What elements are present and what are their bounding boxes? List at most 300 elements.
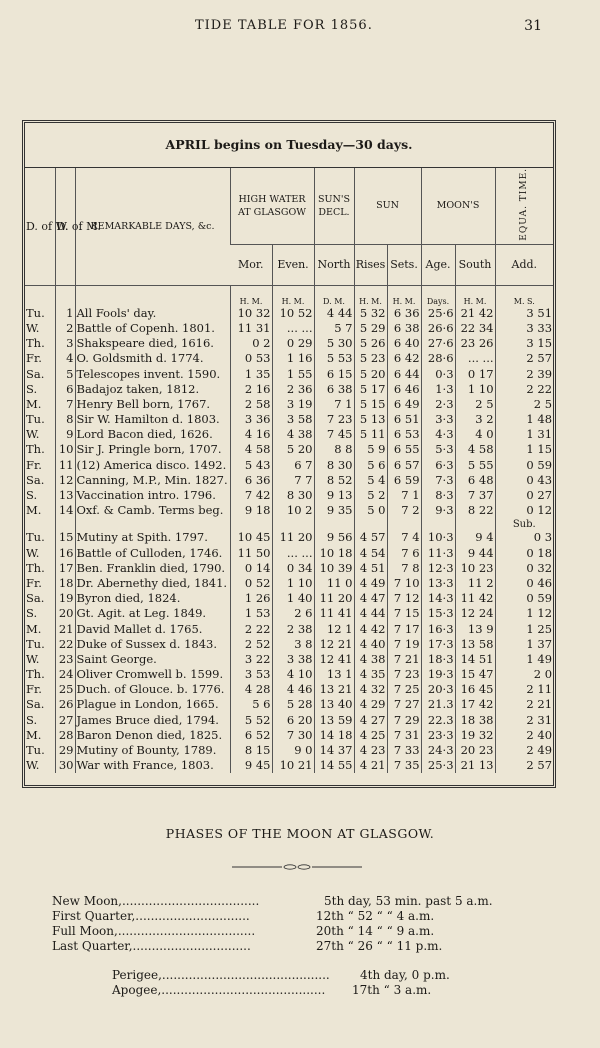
hw-even-cell: 5 20 [272,442,314,457]
dom-cell: 27 [55,713,75,728]
phase-new-moon [52,894,493,908]
high-water-header: HIGH WATER AT GLASGOW [230,168,314,244]
moon-age-cell: 2·3 [421,397,455,412]
table-row [25,473,553,488]
hw-mor-cell: 11 31 [230,321,272,336]
equa-cell: 0 59 [495,458,553,473]
moon-south-cell: 12 24 [455,606,495,621]
event-cell: Battle of Copenh. 1801. [75,321,230,336]
table-row [25,427,553,442]
moon-south-cell: 11 42 [455,591,495,606]
sun-rise-cell: 5 23 [354,351,387,366]
sun-rise-cell: 4 47 [354,591,387,606]
moon-age-cell: 28·6 [421,351,455,366]
dow-cell: Sa. [26,472,45,487]
sun-rise-cell: 5 6 [354,458,387,473]
perigee-line [112,968,450,982]
dow-cell: M. [26,503,42,518]
hw-even-cell: 0 34 [272,561,314,576]
sun-set-cell: 7 12 [387,591,421,606]
moons-header: MOON'S [421,168,495,244]
table-row [25,530,553,545]
event-cell: Shakspeare died, 1616. [75,336,230,351]
hw-even-cell: 7 7 [272,473,314,488]
sun-set-cell: 7 15 [387,606,421,621]
moon-age-cell: 25·3 [421,758,455,773]
dom-cell: 25 [55,682,75,697]
event-cell: Mutiny of Bounty, 1789. [75,743,230,758]
hw-mor-cell: 2 16 [230,382,272,397]
event-cell: Saint George. [75,652,230,667]
table-row [25,351,553,366]
table-row [25,728,553,743]
dom-cell: 14 [55,503,75,518]
sun-rise-cell: 4 38 [354,652,387,667]
sun-set-cell: 7 31 [387,728,421,743]
table-row [25,546,553,561]
sun-rise-cell: 5 2 [354,488,387,503]
moon-age-cell: 21.3 [421,697,455,712]
sun-set-cell: 7 17 [387,621,421,636]
sun-set-cell: 7 29 [387,713,421,728]
moon-age-cell: 13·3 [421,576,455,591]
moon-age-cell: 20·3 [421,682,455,697]
dom-cell: 13 [55,488,75,503]
page-number: 31 [524,18,542,34]
mor-header: Mor. [230,244,272,285]
sun-set-cell: 7 27 [387,697,421,712]
phase-label: Last Quarter,............................... [52,939,251,953]
event-cell: Baron Denon died, 1825. [75,728,230,743]
dom-cell: 1 [55,306,75,321]
phase-last-quarter [52,939,443,953]
sun-set-cell: 7 23 [387,667,421,682]
dom-cell: 10 [55,442,75,457]
sun-rise-cell: 5 29 [354,321,387,336]
table-row [25,713,553,728]
moon-south-cell: 22 34 [455,321,495,336]
event-cell: Telescopes invent. 1590. [75,366,230,381]
table-row [25,591,553,606]
decl-cell: 14 37 [314,743,354,758]
moon-south-cell: 17 42 [455,697,495,712]
moon-south-cell: 1 10 [455,382,495,397]
dow-cell: W. [26,320,40,335]
dom-cell: 20 [55,606,75,621]
age-header: Age. [421,244,455,285]
add-header: Add. [495,244,553,285]
event-cell: Sir W. Hamilton d. 1803. [75,412,230,427]
equa-cell: 1 12 [495,606,553,621]
hw-even-cell: 4 46 [272,682,314,697]
event-cell: James Bruce died, 1794. [75,713,230,728]
sun-rise-cell: 5 26 [354,336,387,351]
sun-set-cell: 6 38 [387,321,421,336]
decl-cell: 13 59 [314,713,354,728]
decl-cell: 5 30 [314,336,354,351]
dow-cell: S. [26,488,38,503]
moon-age-cell: 19·3 [421,667,455,682]
dow-cell: M. [26,396,42,411]
hw-even-cell: 1 40 [272,591,314,606]
table-row [25,503,553,518]
decl-cell: 13 21 [314,682,354,697]
rises-header: Rises [354,244,387,285]
sun-rise-cell: 4 32 [354,682,387,697]
dom-cell: 22 [55,637,75,652]
hw-mor-cell: 10 45 [230,530,272,545]
dom-cell: 28 [55,728,75,743]
event-cell: O. Goldsmith d. 1774. [75,351,230,366]
dom-cell: 4 [55,351,75,366]
apogee-detail: 17th “ 3 a.m. [352,983,432,997]
dow-cell: Th. [26,560,45,575]
moon-south-cell: 21 13 [455,758,495,773]
dow-cell: M. [26,621,42,636]
equa-cell: 2 40 [495,728,553,743]
hw-mor-cell: 3 53 [230,667,272,682]
hw-mor-cell: 0 14 [230,561,272,576]
sun-set-cell: 7 10 [387,576,421,591]
sun-rise-cell: 5 0 [354,503,387,518]
suns-decl-header: SUN'S DECL. [314,168,354,244]
hw-even-cell: 2 36 [272,382,314,397]
dow-cell: W. [26,651,40,666]
sun-rise-cell: 4 54 [354,546,387,561]
hw-mor-cell: 0 53 [230,351,272,366]
equa-cell: 1 15 [495,442,553,457]
table-row [25,321,553,336]
sun-set-cell: 6 53 [387,427,421,442]
table-row [25,306,553,321]
dow-cell: M. [26,727,42,742]
unit-days: Days. [421,285,455,306]
sun-set-cell: 6 55 [387,442,421,457]
hw-even-cell: 3 58 [272,412,314,427]
sun-set-cell: 6 51 [387,412,421,427]
dow-cell: Tu. [26,636,45,651]
dom-cell: 7 [55,397,75,412]
ornament-rule-icon [232,864,362,870]
dow-cell: Fr. [26,575,42,590]
moon-age-cell: 8·3 [421,488,455,503]
dom-cell: 23 [55,652,75,667]
event-cell: Sir J. Pringle born, 1707. [75,442,230,457]
decl-cell: 5 7 [314,321,354,336]
moon-south-cell: 10 23 [455,561,495,576]
decl-cell: 8 30 [314,458,354,473]
sun-set-cell: 7 19 [387,637,421,652]
hw-even-cell: 0 29 [272,336,314,351]
tide-table [22,120,556,788]
sun-set-cell: 6 49 [387,397,421,412]
table-row [25,606,553,621]
moon-south-cell: ... ... [455,351,495,366]
dom-cell: 11 [55,458,75,473]
perigee-label: Perigee,............................................ [112,968,330,982]
dow-cell: Tu. [26,305,45,320]
table-row [25,667,553,682]
moon-south-cell: 21 42 [455,306,495,321]
equa-cell: 0 32 [495,561,553,576]
sets-header: Sets. [387,244,421,285]
hw-even-cell: ... ... [272,546,314,561]
moon-south-cell: 11 2 [455,576,495,591]
hw-mor-cell: 6 36 [230,473,272,488]
sun-header: SUN [354,168,421,244]
sun-set-cell: 7 8 [387,561,421,576]
hw-mor-cell: 6 52 [230,728,272,743]
phase-first-quarter [52,909,435,923]
sun-rise-cell: 4 49 [354,576,387,591]
equa-cell: 0 46 [495,576,553,591]
dom-cell: 15 [55,530,75,545]
dow-cell: W. [26,427,40,442]
table-row [25,366,553,381]
unit-ms: M. S. [495,285,553,306]
hw-even-cell: 4 10 [272,667,314,682]
event-cell: Ben. Franklin died, 1790. [75,561,230,576]
sun-set-cell: 6 42 [387,351,421,366]
dow-cell: Tu. [26,412,45,427]
moon-age-cell: 23·3 [421,728,455,743]
dom-cell: 6 [55,382,75,397]
equa-cell: 2 11 [495,682,553,697]
dom-cell: 17 [55,561,75,576]
equa-cell: 1 48 [495,412,553,427]
event-cell: Oxf. & Camb. Terms beg. [75,503,230,518]
sun-set-cell: 7 35 [387,758,421,773]
dom-cell: 5 [55,366,75,381]
hw-even-cell: 1 55 [272,366,314,381]
hw-mor-cell: 5 43 [230,458,272,473]
moon-age-cell: 17·3 [421,637,455,652]
table-row [25,652,553,667]
moon-south-cell: 8 22 [455,503,495,518]
dom-cell: 30 [55,758,75,773]
dom-cell: 18 [55,576,75,591]
dow-cell: W. [26,758,40,773]
dow-cell: W. [26,545,40,560]
moon-age-cell: 22.3 [421,713,455,728]
col-dom-header: D. of M. [55,168,75,285]
equa-time-label: EQUA. TIME. [519,168,530,241]
sun-rise-cell: 4 44 [354,606,387,621]
equa-cell: 2 39 [495,366,553,381]
moon-age-cell: 14·3 [421,591,455,606]
equa-cell: 3 33 [495,321,553,336]
sun-rise-cell: 4 25 [354,728,387,743]
hw-even-cell: 8 30 [272,488,314,503]
table-row [25,458,553,473]
equa-cell: 1 31 [495,427,553,442]
hw-even-cell: 3 8 [272,637,314,652]
moon-age-cell: 27·6 [421,336,455,351]
dow-cell: Th. [26,667,45,682]
moon-south-cell: 9 4 [455,530,495,545]
sun-rise-cell: 5 13 [354,412,387,427]
equa-cell: 0 27 [495,488,553,503]
apogee-label: Apogee,........................................... [112,983,326,997]
moon-age-cell: 7·3 [421,473,455,488]
decl-cell: 11 41 [314,606,354,621]
decl-cell: 12 41 [314,652,354,667]
hw-mor-cell: 4 16 [230,427,272,442]
moon-age-cell: 25·6 [421,306,455,321]
dow-cell: S. [26,381,38,396]
sun-set-cell: 7 21 [387,652,421,667]
moon-age-cell: 3·3 [421,412,455,427]
moon-south-cell: 2 5 [455,397,495,412]
equa-cell: 1 37 [495,637,553,652]
decl-cell: 9 35 [314,503,354,518]
moon-age-cell: 16·3 [421,621,455,636]
moon-south-cell: 5 55 [455,458,495,473]
equa-cell: 0 3 [495,530,553,545]
hw-mor-cell: 3 22 [230,652,272,667]
moon-age-cell: 0·3 [421,366,455,381]
hw-even-cell: 10 52 [272,306,314,321]
apogee-line [112,983,432,997]
phase-detail: 20th “ 14 “ “ 9 a.m. [316,924,435,938]
table-row [25,621,553,636]
hw-mor-cell: 8 15 [230,743,272,758]
moon-age-cell: 1·3 [421,382,455,397]
phase-detail: 27th “ 26 “ “ 11 p.m. [316,939,443,953]
hw-mor-cell: 11 50 [230,546,272,561]
moon-age-cell: 15·3 [421,606,455,621]
decl-cell: 8 52 [314,473,354,488]
gap-row [25,518,553,530]
decl-cell: 13 1 [314,667,354,682]
event-cell: Byron died, 1824. [75,591,230,606]
hw-mor-cell: 10 32 [230,306,272,321]
table-row [25,682,553,697]
sun-set-cell: 7 4 [387,530,421,545]
hw-mor-cell: 2 52 [230,637,272,652]
moon-south-cell: 0 17 [455,366,495,381]
hw-mor-cell: 9 18 [230,503,272,518]
north-header: North [314,244,354,285]
dow-cell: Tu. [26,743,45,758]
event-cell: Battle of Culloden, 1746. [75,546,230,561]
equa-cell: 3 15 [495,336,553,351]
moon-south-cell: 6 48 [455,473,495,488]
decl-cell: 10 18 [314,546,354,561]
phase-label: Full Moon,.................................... [52,924,256,938]
sun-rise-cell: 4 21 [354,758,387,773]
hw-even-cell: 3 38 [272,652,314,667]
col-events-header: REMARKABLE DAYS, &c. [75,168,230,285]
decl-cell: 14 55 [314,758,354,773]
dom-cell: 3 [55,336,75,351]
phase-label: New Moon,.................................... [52,894,260,908]
event-cell: War with France, 1803. [75,758,230,773]
hw-mor-cell: 1 53 [230,606,272,621]
almanac-table [25,168,553,773]
sun-rise-cell: 5 4 [354,473,387,488]
dow-cell: Sa. [26,697,45,712]
event-cell: Dr. Abernethy died, 1841. [75,576,230,591]
table-row [25,743,553,758]
perigee-detail: 4th day, 0 p.m. [360,968,450,982]
event-cell: Badajoz taken, 1812. [75,382,230,397]
hw-even-cell: 1 10 [272,576,314,591]
moon-south-cell: 4 0 [455,427,495,442]
dow-cell: Th. [26,442,45,457]
decl-cell: 12 1 [314,621,354,636]
event-cell: Henry Bell born, 1767. [75,397,230,412]
unit-hm: H. M. [272,285,314,306]
sun-rise-cell: 5 32 [354,306,387,321]
table-title: APRIL begins on Tuesday—30 days. [25,123,553,168]
moon-south-cell: 15 47 [455,667,495,682]
decl-cell: 7 45 [314,427,354,442]
sun-set-cell: 7 1 [387,488,421,503]
hw-even-cell: 3 19 [272,397,314,412]
moon-south-cell: 4 58 [455,442,495,457]
equa-cell: 1 25 [495,621,553,636]
equa-cell: 0 59 [495,591,553,606]
hw-mor-cell: 5 52 [230,713,272,728]
sun-rise-cell: 5 11 [354,427,387,442]
moon-age-cell: 9·3 [421,503,455,518]
moon-south-cell: 18 38 [455,713,495,728]
equa-cell: 0 12 [495,503,553,518]
col-dow-header: D. of W. [25,168,55,285]
hw-even-cell: 11 20 [272,530,314,545]
sun-set-cell: 6 46 [387,382,421,397]
decl-cell: 11 0 [314,576,354,591]
sun-set-cell: 6 44 [387,366,421,381]
event-cell: Duch. of Glouce. b. 1776. [75,682,230,697]
hw-mor-cell: 4 28 [230,682,272,697]
decl-cell: 7 1 [314,397,354,412]
table-row [25,576,553,591]
unit-hm: H. M. [354,285,387,306]
sun-set-cell: 6 36 [387,306,421,321]
hw-mor-cell: 7 42 [230,488,272,503]
dow-cell: Sa. [26,366,45,381]
unit-hm: H. M. [387,285,421,306]
moon-age-cell: 6·3 [421,458,455,473]
event-cell: (12) America disco. 1492. [75,458,230,473]
hw-even-cell: 5 28 [272,697,314,712]
even-header: Even. [272,244,314,285]
hw-mor-cell: 0 52 [230,576,272,591]
moon-age-cell: 5·3 [421,442,455,457]
event-cell: David Mallet d. 1765. [75,621,230,636]
equa-cell: 2 49 [495,743,553,758]
equa-cell: 0 43 [495,473,553,488]
decl-cell: 5 53 [314,351,354,366]
dom-cell: 16 [55,546,75,561]
table-row [25,336,553,351]
table-row [25,412,553,427]
decl-cell: 14 18 [314,728,354,743]
dow-cell: Fr. [26,457,42,472]
hw-mor-cell: 0 2 [230,336,272,351]
unit-hm: H. M. [230,285,272,306]
moon-age-cell: 18·3 [421,652,455,667]
decl-cell: 4 44 [314,306,354,321]
dow-cell: Fr. [26,682,42,697]
moon-south-cell: 7 37 [455,488,495,503]
hw-even-cell: 9 0 [272,743,314,758]
moon-age-cell: 11·3 [421,546,455,561]
moon-age-cell: 10·3 [421,530,455,545]
decl-cell: 6 38 [314,382,354,397]
